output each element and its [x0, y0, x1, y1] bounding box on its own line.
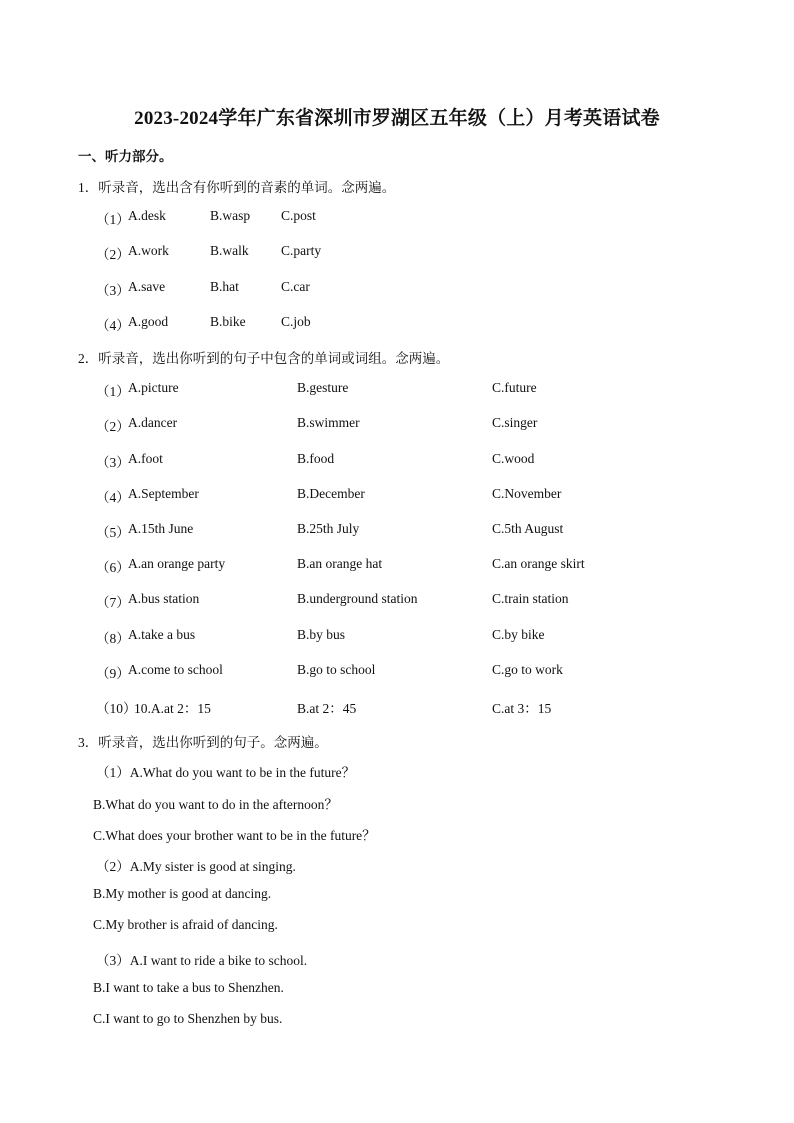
q2-item-4 [96, 486, 716, 504]
option-c: C.at 3：15 [492, 701, 552, 716]
option-a: A.desk [128, 208, 166, 223]
item-number: （4） [96, 490, 130, 505]
option-c: C.wood [492, 451, 535, 466]
item-number: （10） [96, 701, 137, 716]
item-number: （8） [96, 631, 130, 646]
q3-line-3: C.What does your brother want to be in the future？ [93, 828, 376, 843]
q2-item-6 [96, 556, 716, 574]
item-number: （7） [96, 595, 130, 610]
option-a: A.foot [128, 451, 163, 466]
option-c: C.singer [492, 415, 538, 430]
option-a: A.save [128, 279, 166, 294]
option-a: 10.A.at 2：15 [134, 701, 211, 716]
option-c: C.an orange skirt [492, 556, 585, 571]
q3-line-4: （2）A.My sister is good at singing. [96, 859, 296, 874]
option-c: C.party [281, 243, 322, 258]
q1-item-1 [96, 208, 716, 226]
option-c: C.go to work [492, 662, 563, 677]
option-c: C.November [492, 486, 562, 501]
item-number: （6） [96, 560, 130, 575]
q2-item-1 [96, 380, 716, 398]
q1-item-3 [96, 279, 716, 297]
question-3-stem: 3．听录音，选出你听到的句子。念两遍。 [78, 735, 328, 750]
option-c: C.by bike [492, 627, 545, 642]
option-a: A.come to school [128, 662, 223, 677]
section-heading-listening: 一、听力部分。 [78, 149, 173, 164]
option-c: C.future [492, 380, 537, 395]
option-b: B.go to school [297, 662, 376, 677]
option-b: B.an orange hat [297, 556, 383, 571]
option-a: A.bus station [128, 591, 200, 606]
option-b: B.underground station [297, 591, 418, 606]
option-a: A.good [128, 314, 169, 329]
option-b: B.by bus [297, 627, 346, 642]
item-number: （2） [96, 419, 130, 434]
item-number: （1） [96, 384, 130, 399]
q3-line-9: C.I want to go to Shenzhen by bus. [93, 1011, 283, 1026]
option-c: C.post [281, 208, 316, 223]
option-b: B.swimmer [297, 415, 360, 430]
item-number: （2） [96, 247, 130, 262]
option-c: C.train station [492, 591, 569, 606]
option-b: B.hat [210, 279, 239, 294]
option-a: A.dancer [128, 415, 178, 430]
q3-line-1: （1）A.What do you want to be in the future？ [96, 765, 356, 780]
option-c: C.job [281, 314, 311, 329]
item-number: （5） [96, 525, 130, 540]
option-a: A.picture [128, 380, 179, 395]
item-number: （3） [96, 283, 130, 298]
page-title: 2023-2024学年广东省深圳市罗湖区五年级（上）月考英语试卷 [134, 108, 660, 129]
option-b: B.walk [210, 243, 249, 258]
option-c: C.5th August [492, 521, 564, 536]
q3-line-7: （3）A.I want to ride a bike to school. [96, 953, 308, 968]
q2-item-3 [96, 451, 716, 469]
q2-item-5 [96, 521, 716, 539]
q3-line-2: B.What do you want to do in the afternoon？ [93, 797, 338, 812]
q3-line-6: C.My brother is afraid of dancing. [93, 917, 278, 932]
q2-item-7 [96, 591, 716, 609]
option-b: B.at 2：45 [297, 701, 357, 716]
option-c: C.car [281, 279, 310, 294]
q2-item-9 [96, 662, 716, 680]
option-b: B.bike [210, 314, 246, 329]
option-b: B.food [297, 451, 335, 466]
q2-item-10 [96, 697, 716, 715]
item-number: （1） [96, 212, 130, 227]
option-b: B.25th July [297, 521, 360, 536]
option-a: A.take a bus [128, 627, 196, 642]
option-b: B.gesture [297, 380, 349, 395]
option-a: A.an orange party [128, 556, 226, 571]
option-a: A.work [128, 243, 169, 258]
q2-item-8 [96, 627, 716, 645]
q1-item-2 [96, 243, 716, 261]
option-b: B.December [297, 486, 365, 501]
q3-line-8: B.I want to take a bus to Shenzhen. [93, 980, 284, 995]
q3-line-5: B.My mother is good at dancing. [93, 886, 272, 901]
option-b: B.wasp [210, 208, 251, 223]
q1-item-4 [96, 314, 716, 332]
option-a: A.15th June [128, 521, 194, 536]
question-1-stem: 1．听录音，选出含有你听到的音素的单词。念两遍。 [78, 180, 396, 195]
q2-item-2 [96, 415, 716, 433]
item-number: （9） [96, 666, 130, 681]
item-number: （3） [96, 455, 130, 470]
item-number: （4） [96, 318, 130, 333]
question-2-stem: 2．听录音，选出你听到的句子中包含的单词或词组。念两遍。 [78, 351, 450, 366]
option-a: A.September [128, 486, 199, 501]
